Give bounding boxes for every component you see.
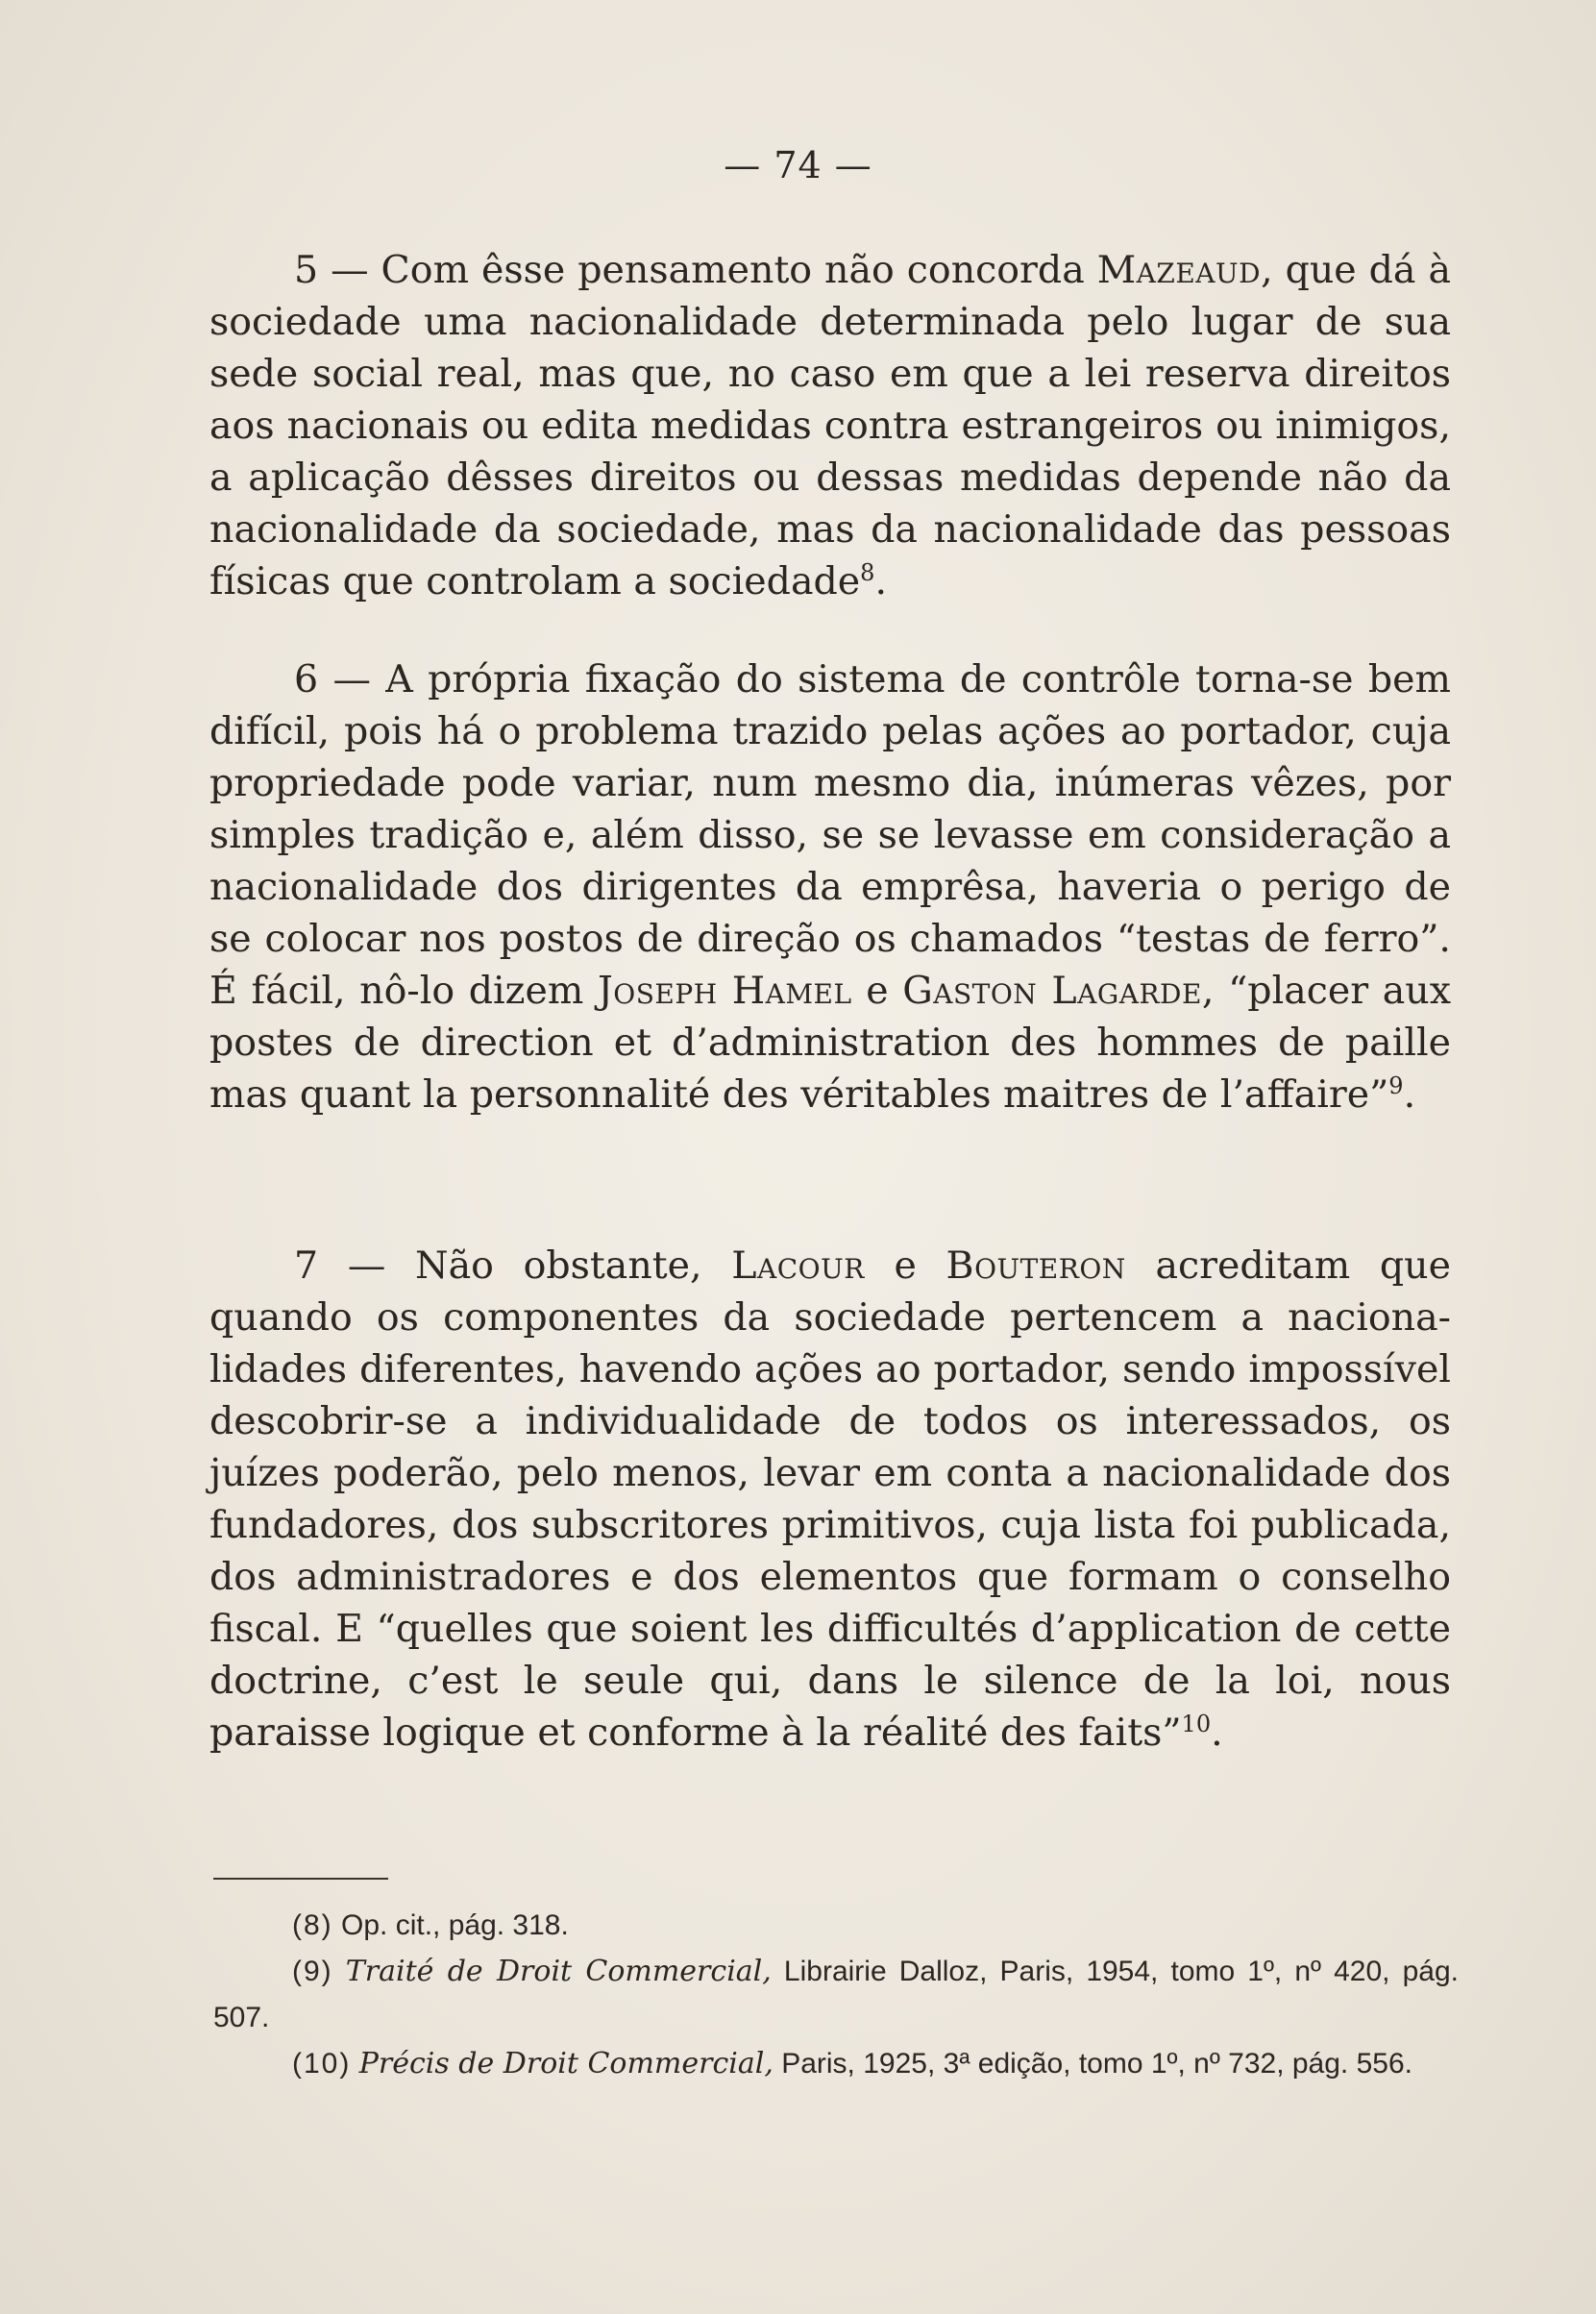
footnote-10-text: Paris, 1925, 3ª edição, tomo 1º, nº 732, pág. 556. (773, 2048, 1412, 2080)
author-mazeaud: Mazeaud (1096, 248, 1262, 292)
author-lacour: Lacour (731, 1243, 865, 1288)
footnote-9-ref: (9) (292, 1956, 333, 1987)
author-bouteron: Bouteron (945, 1243, 1126, 1288)
p6-quote: , “placer aux postes de direction et d’administration des hommes de paille mas quant la personnalité des véritables maitres de l’affaire” (209, 969, 1452, 1117)
p5-end: . (874, 559, 888, 603)
footnote-9-text: Librairie Dalloz, Paris, 1954, tomo 1º, nº 420, pág. 507. (213, 1956, 1459, 2033)
p6-body: 6 — A própria fixação do sistema de contrôle torna-se bem difícil, pois há o problema trazido pelas ações ao portador, cuja propriedade pode variar, num mesmo dia, inúmeras vêzes, por simples tradição e, além disso, se se levasse em consideração a nacionalidade dos dirigentes da emprêsa, haveria o perigo de se colocar nos postos de direção os chamados “testas de ferro”. É fácil, nô-lo dizem (209, 657, 1451, 1013)
p6-end: . (1403, 1072, 1416, 1117)
footnote-8 (213, 1903, 1459, 1949)
p7-end: . (1211, 1711, 1223, 1755)
author-joseph-hamel: Joseph Hamel (597, 969, 852, 1013)
author-gaston-lagarde: Gaston Lagarde (902, 969, 1202, 1013)
page-number: — 74 — (724, 144, 872, 186)
footnote-10 (213, 2041, 1459, 2087)
p7-body: acreditam que quando os componentes da sociedade pertencem a nacionalidades diferentes, havendo ações ao portador, sendo impossível descobrir-se a individualidade de todos os interessados, os juízes poderão, pelo menos, levar em conta a nacionalidade dos fundadores, dos subscritores primitivos, cuja lista foi publicada, dos administradores e dos elementos que formam o conselho fiscal. E “quelles que soient les difficultés d’application de cette doctrine, c’est le seule qui, dans le silence de la loi, nous paraisse logique et conforme à la réalité des faits” (209, 1243, 1451, 1755)
p5-body: , que dá à sociedade uma nacionalidade determinada pelo lugar de sua sede social real, mas que, no caso em que a lei reserva direitos aos nacionais ou edita medidas contra estrangeiros ou inimigos, a aplicação dêsses direitos ou dessas medidas depende não da nacionalidade da sociedade, mas da nacionalidade das pessoas físicas que controlam a sociedade (209, 248, 1451, 603)
footnotes (213, 1903, 1459, 2087)
paragraph-5-text (209, 244, 1451, 607)
footnote-ref-9: 9 (1388, 1071, 1404, 1099)
footnote-9 (213, 1949, 1459, 2041)
p6-conj: e (851, 969, 903, 1013)
paragraph-6 (209, 653, 1451, 1120)
footnote-divider (213, 1878, 388, 1880)
paragraph-7 (209, 1240, 1451, 1759)
footnote-10-ref: (10) (292, 2048, 352, 2080)
paragraph-5 (209, 244, 1451, 607)
paragraph-7-text (209, 1240, 1451, 1759)
footnote-ref-8: 8 (860, 558, 875, 586)
footnote-ref-10: 10 (1181, 1710, 1212, 1737)
p5-intro: 5 — Com êsse pensamento não concorda (294, 248, 1097, 292)
p7-conj: e (864, 1243, 946, 1288)
p7-intro: 7 — Não obstante, (294, 1243, 732, 1288)
footnote-9-title: Traité de Droit Commercial, (345, 1955, 772, 1988)
footnote-10-title: Précis de Droit Commercial, (358, 2047, 773, 2080)
footnote-8-ref: (8) (292, 1909, 333, 1941)
paragraph-6-text (209, 653, 1451, 1120)
footnote-8-text: Op. cit., pág. 318. (332, 1909, 569, 1941)
